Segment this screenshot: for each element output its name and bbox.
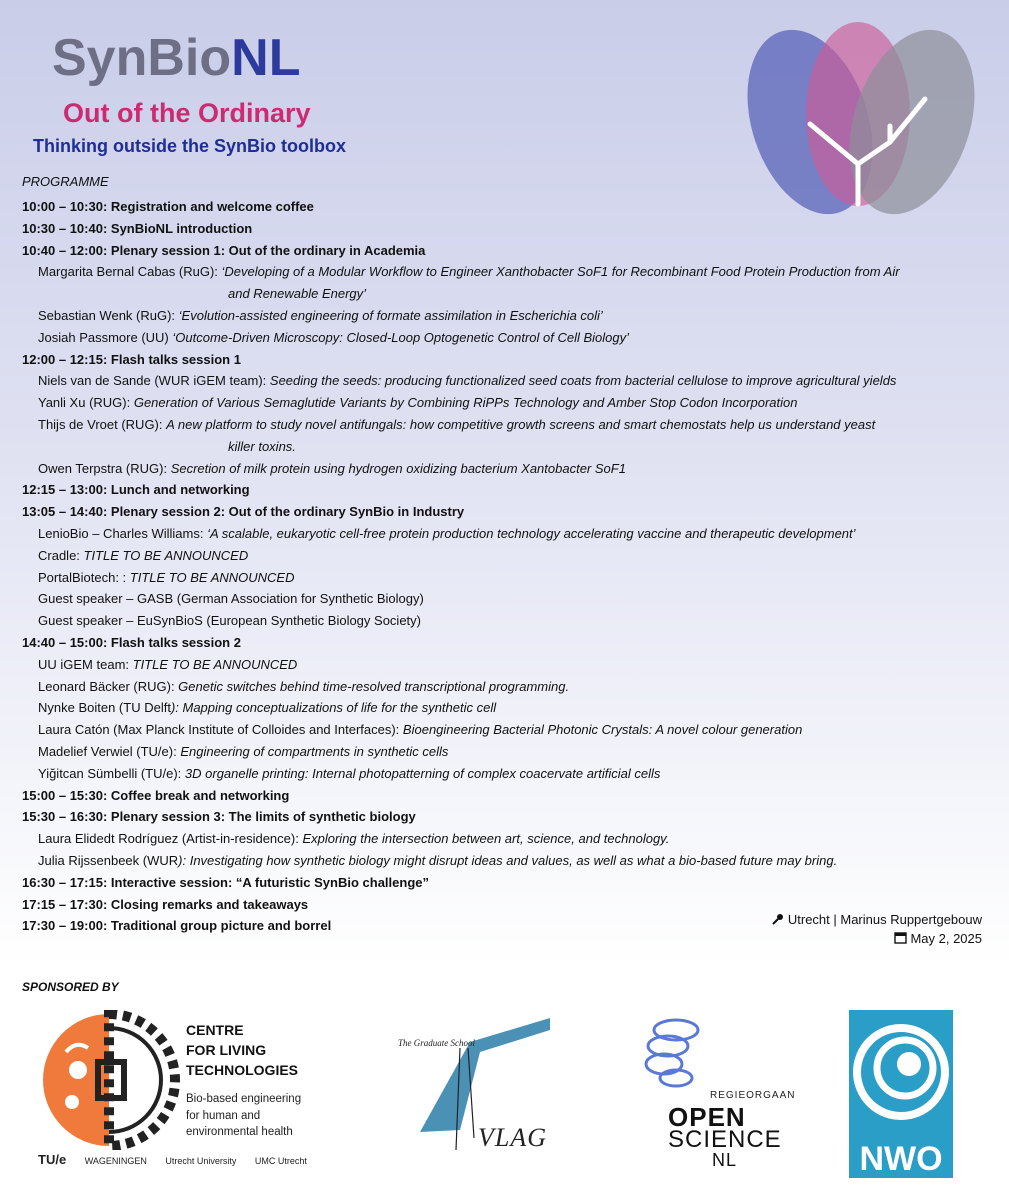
session-row: 12:00 – 12:15: Flash talks session 1	[22, 351, 241, 367]
clt-sub-line: for human and	[186, 1109, 261, 1122]
open-science-spiral-icon	[636, 1012, 716, 1092]
nwo-text: NWO	[859, 1140, 943, 1178]
talk-title: Engineering of compartments in synthetic cells	[180, 743, 449, 759]
speaker: Julia Rijssenbeek (WUR	[38, 852, 179, 868]
date-line	[772, 929, 982, 948]
talk-title: ‘Evolution-assisted engineering of formate assimilation in Escherichia coli’	[178, 307, 603, 323]
talk-title: TITLE TO BE ANNOUNCED	[129, 569, 295, 585]
session-row: 15:00 – 15:30: Coffee break and networking	[22, 787, 290, 803]
talk-title: Genetic switches behind time-resolved transcriptional programming.	[178, 678, 570, 694]
talk-title: Generation of Various Semaglutide Variants by Combining RiPPs Technology and Amber Stop Codon Incorporation	[133, 395, 798, 411]
session-row: 17:30 – 19:00: Traditional group picture and borrel	[22, 918, 332, 934]
speaker: Nynke Boiten (TU Delft	[38, 700, 171, 716]
uni-umc: UMC Utrecht	[254, 1156, 307, 1166]
nwo-logo	[849, 1010, 953, 1178]
date-text: May 2, 2025	[910, 931, 982, 946]
uni-wageningen: WAGENINGEN	[84, 1156, 147, 1166]
talk-row	[22, 523, 982, 545]
speaker: Cradle:	[38, 547, 84, 563]
session-row: 10:30 – 10:40: SynBioNL introduction	[22, 220, 253, 236]
clt-title-line: CENTRE	[186, 1022, 244, 1038]
talk-title: Bioengineering Bacterial Photonic Crystals: A novel colour generation	[402, 722, 803, 738]
clt-sub-line: environmental health	[186, 1126, 293, 1138]
clt-universities	[38, 1152, 323, 1167]
speaker: LenioBio – Charles Williams:	[38, 525, 208, 541]
talk-title: ‘Developing of a Modular Workflow to Engineer Xanthobacter SoF1 for Recombinant Food Protein Production from Air	[221, 264, 900, 280]
session-row: 15:30 – 16:30: Plenary session 3: The limits of synthetic biology	[22, 809, 416, 825]
talk-title-continued: killer toxins.	[228, 438, 296, 454]
talk-row	[22, 763, 982, 785]
speaker: Josiah Passmore (UU)	[38, 329, 173, 345]
programme-label: PROGRAMME	[22, 174, 109, 189]
speaker: UU iGEM team:	[38, 656, 133, 672]
speaker: Guest speaker – GASB (German Association for Synthetic Biology)	[38, 591, 424, 607]
talk-row	[22, 327, 982, 349]
event-subtitle: Thinking outside the SynBio toolbox	[33, 136, 346, 156]
talk-row	[22, 545, 982, 567]
speaker: Leonard Bäcker (RUG):	[38, 678, 179, 694]
speaker: Yanli Xu (RUG):	[38, 395, 134, 411]
clt-sub-line: Bio-based engineering	[186, 1093, 302, 1105]
talk-row	[22, 305, 982, 327]
speaker: Margarita Bernal Cabas (RuG):	[38, 264, 222, 280]
talk-row	[22, 458, 982, 480]
synbionl-logo	[52, 28, 300, 88]
petals-logo-icon	[740, 14, 990, 224]
speaker: Laura Catón (Max Planck Institute of Colloides and Interfaces):	[38, 722, 403, 738]
talk-title: TITLE TO BE ANNOUNCED	[132, 656, 298, 672]
talk-row	[22, 567, 982, 589]
event-info	[772, 910, 982, 948]
talk-row	[22, 588, 982, 610]
os-regieorgaan: REGIEORGAAN	[710, 1090, 796, 1101]
uni-utrecht: Utrecht University	[165, 1156, 237, 1166]
uni-tue: TU/e	[38, 1152, 67, 1167]
talk-row	[22, 370, 982, 392]
speaker: Guest speaker – EuSynBioS (European Synthetic Biology Society)	[38, 613, 421, 629]
session-row: 14:40 – 15:00: Flash talks session 2	[22, 634, 241, 650]
talk-row	[22, 261, 982, 305]
vlag-subtitle: The Graduate School	[398, 1038, 475, 1048]
location-text: Utrecht | Marinus Ruppertgebouw	[787, 912, 982, 927]
speaker: Yiğitcan Sümbelli (TU/e):	[38, 765, 185, 781]
speaker: PortalBiotech: :	[38, 569, 130, 585]
talk-row	[22, 676, 982, 698]
logo-nl: NL	[231, 29, 301, 87]
talk-title: TITLE TO BE ANNOUNCED	[83, 547, 249, 563]
talk-title: A new platform to study novel antifungals: how competitive growth screens and smart chemostats help us understand yeast	[166, 416, 876, 432]
speaker: Madelief Verwiel (TU/e):	[38, 743, 181, 759]
talk-row	[22, 392, 982, 414]
clt-title-line: FOR LIVING	[186, 1042, 267, 1058]
talk-row	[22, 850, 982, 872]
speaker: Owen Terpstra (RUG):	[38, 460, 171, 476]
programme-list	[22, 196, 982, 937]
talk-title: ‘A scalable, eukaryotic cell-free protein production technology accelerating vaccine and therapeutic development’	[207, 525, 856, 541]
talk-title-continued: and Renewable Energy’	[228, 286, 367, 302]
talk-title: ‘Outcome-Driven Microscopy: Closed-Loop Optogenetic Control of Cell Biology’	[172, 329, 630, 345]
talk-title: 3D organelle printing: Internal photopatterning of complex coacervate artificial cells	[184, 765, 661, 781]
talk-row	[22, 414, 982, 458]
talk-title: Seeding the seeds: producing functionalized seed coats from bacterial cellulose to improve agricultural yields	[269, 373, 897, 389]
session-row: 12:15 – 13:00: Lunch and networking	[22, 482, 250, 498]
event-tagline: Out of the Ordinary	[63, 98, 311, 128]
clt-emblem-icon	[36, 1010, 182, 1150]
sponsored-by-label: SPONSORED BY	[22, 980, 119, 994]
talk-row	[22, 610, 982, 632]
os-science: SCIENCE	[668, 1126, 782, 1153]
talk-row	[22, 697, 982, 719]
speaker: Laura Elidedt Rodríguez (Artist-in-residence):	[38, 831, 303, 847]
session-row: 10:00 – 10:30: Registration and welcome coffee	[22, 199, 314, 214]
session-row: 13:05 – 14:40: Plenary session 2: Out of the ordinary SynBio in Industry	[22, 504, 465, 520]
talk-row	[22, 654, 982, 676]
talk-row	[22, 741, 982, 763]
talk-title: Secretion of milk protein using hydrogen oxidizing bacterium Xantobacter SoF1	[170, 460, 626, 476]
talk-row	[22, 719, 982, 741]
session-row: 17:15 – 17:30: Closing remarks and takeaways	[22, 896, 309, 912]
talk-title: ): Mapping conceptualizations of life for the synthetic cell	[170, 700, 497, 716]
vlag-word: VLAG	[478, 1123, 547, 1152]
speaker: Sebastian Wenk (RuG):	[38, 307, 179, 323]
pin-icon	[772, 913, 784, 925]
clt-subtitle	[186, 1091, 301, 1141]
calendar-icon	[894, 931, 907, 944]
session-row: 10:40 – 12:00: Plenary session 1: Out of the ordinary in Academia	[22, 242, 426, 258]
talk-title: Exploring the intersection between art, science, and technology.	[302, 831, 670, 847]
talk-row	[22, 828, 982, 850]
clt-title-line: TECHNOLOGIES	[186, 1062, 299, 1078]
session-row: 16:30 – 17:15: Interactive session: “A futuristic SynBio challenge”	[22, 874, 429, 890]
os-open: OPEN	[668, 1102, 746, 1132]
talk-title: ): Investigating how synthetic biology might disrupt ideas and values, as well as what a bio-based future may bring.	[178, 852, 838, 868]
clt-title	[186, 1020, 298, 1080]
logo-syn: SynBio	[52, 29, 232, 87]
location-line	[772, 910, 982, 929]
speaker: Niels van de Sande (WUR iGEM team):	[38, 373, 270, 389]
os-nl: NL	[712, 1150, 738, 1170]
speaker: Thijs de Vroet (RUG):	[38, 416, 167, 432]
